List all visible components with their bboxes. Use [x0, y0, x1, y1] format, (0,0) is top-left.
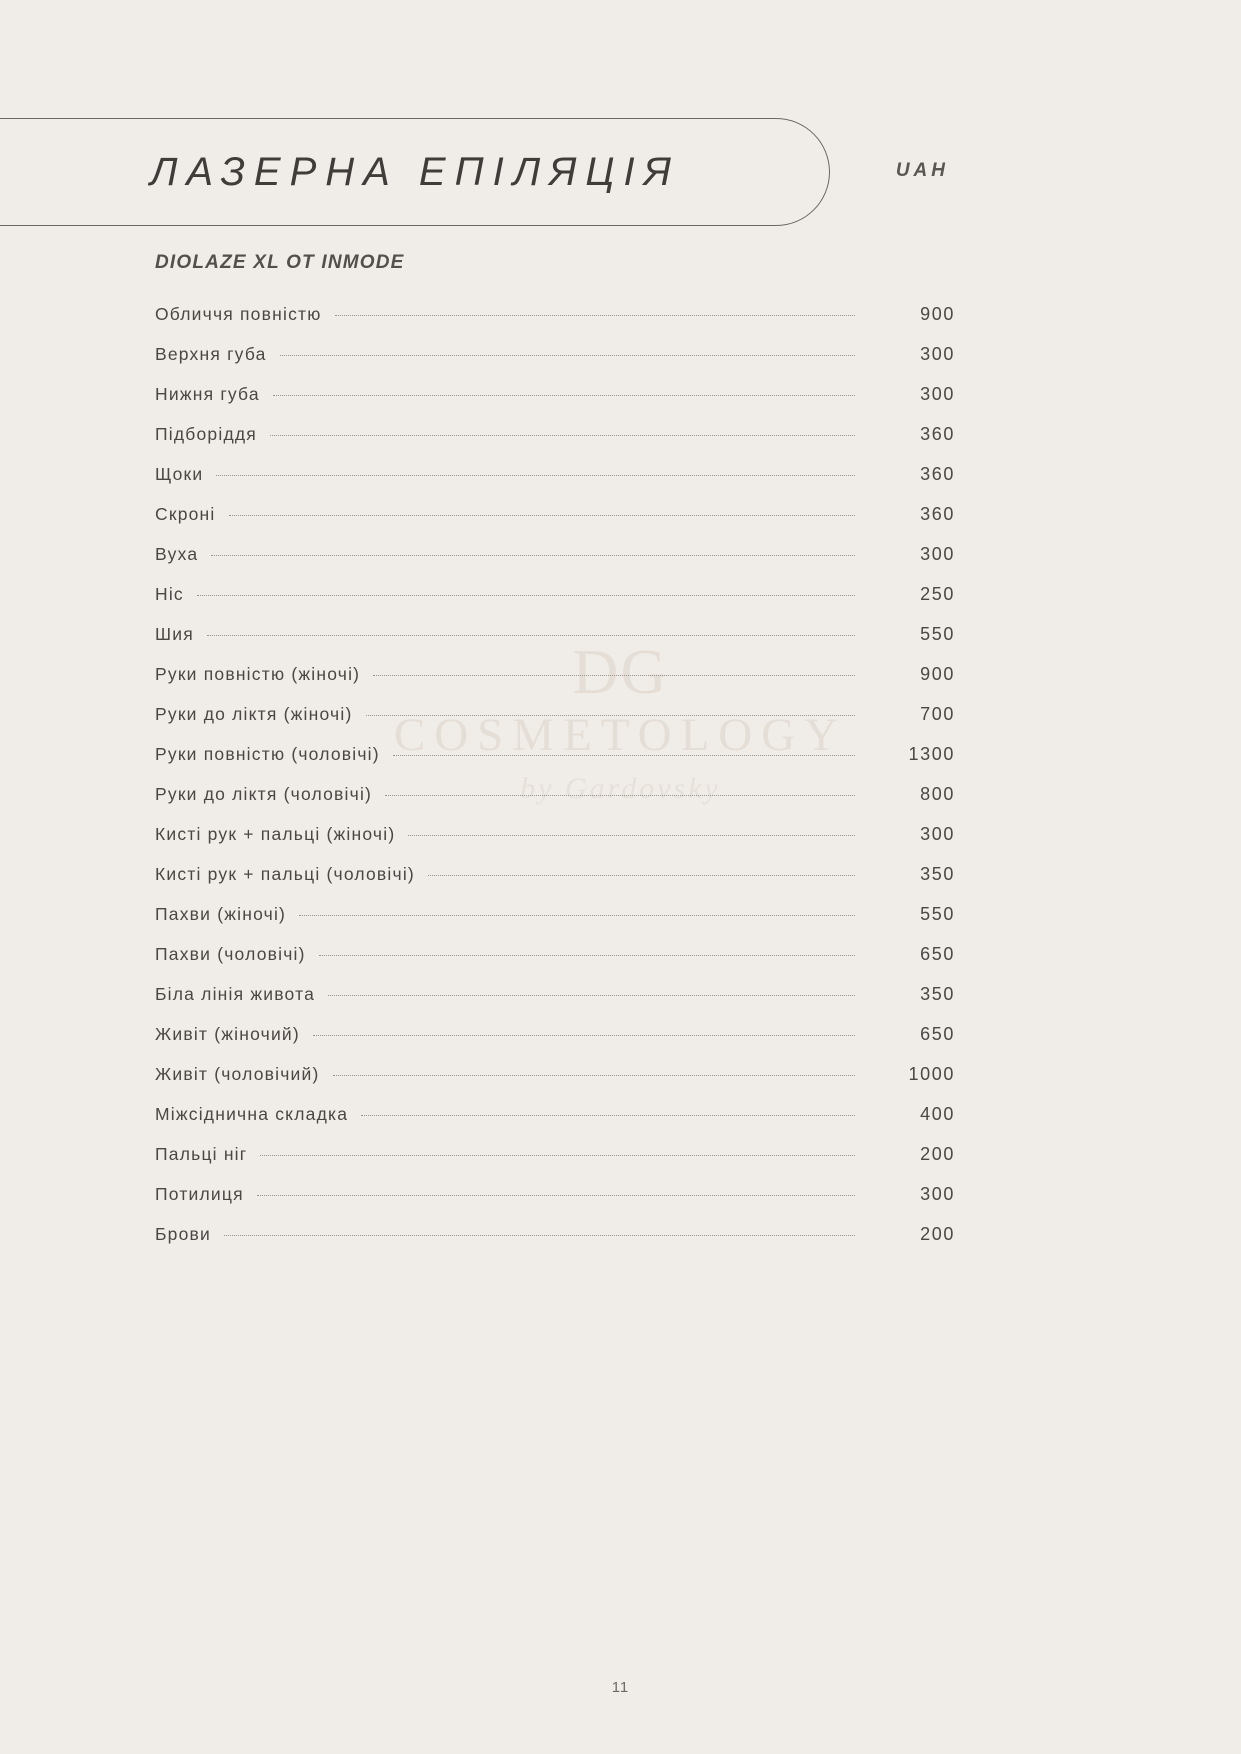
- price-row-name: Вуха: [155, 544, 199, 564]
- price-row-value: 360: [920, 464, 955, 484]
- watermark-word: COSMETOLOGY: [393, 709, 848, 761]
- price-row-name: Руки до лiктя (жіночі): [155, 704, 353, 724]
- page-number: 11: [611, 1679, 630, 1696]
- price-row-name: Обличчя повністю: [155, 304, 322, 324]
- price-row-name: Кисті рук + пальці (чоловічі): [155, 864, 415, 884]
- watermark-byline: by Gardovsky: [520, 772, 721, 805]
- dotted-leader: [385, 795, 855, 796]
- price-list: [155, 304, 955, 1264]
- price-row: [155, 1144, 955, 1184]
- price-row: [155, 624, 955, 664]
- price-row-value: 550: [920, 904, 955, 924]
- price-row-value: 350: [920, 984, 955, 1004]
- price-row-name: Кисті рук + пальці (жіночі): [155, 824, 396, 844]
- dotted-leader: [280, 355, 855, 356]
- price-row: [155, 304, 955, 344]
- price-row-name: Ніс: [155, 584, 184, 604]
- price-row: [155, 704, 955, 744]
- price-row-name: Щоки: [155, 464, 204, 484]
- price-row-name: Потилиця: [155, 1184, 244, 1204]
- dotted-leader: [373, 675, 855, 676]
- price-row-name: Шия: [155, 624, 194, 644]
- price-row-name: Живіт (жіночий): [155, 1024, 300, 1044]
- price-row-name: Міжсідничнa складка: [155, 1104, 349, 1124]
- price-row-value: 200: [920, 1144, 955, 1164]
- dotted-leader: [361, 1115, 855, 1116]
- dotted-leader: [229, 515, 855, 516]
- section-title: DIOLAZE XL OT INMODE: [155, 252, 405, 273]
- price-row-value: 300: [920, 344, 955, 364]
- price-row: [155, 864, 955, 904]
- price-row-value: 700: [920, 704, 955, 724]
- price-row: [155, 944, 955, 984]
- price-row-value: 900: [920, 304, 955, 324]
- dotted-leader: [319, 955, 855, 956]
- price-row: [155, 664, 955, 704]
- watermark-monogram: DG: [572, 636, 669, 707]
- price-row: [155, 784, 955, 824]
- dotted-leader: [393, 755, 855, 756]
- dotted-leader: [328, 995, 855, 996]
- price-row-name: Верхня губа: [155, 344, 267, 364]
- price-row-value: 300: [920, 824, 955, 844]
- price-row-name: Біла лінія живота: [155, 984, 316, 1004]
- price-row-name: Нижня губа: [155, 384, 260, 404]
- price-row-name: Брови: [155, 1224, 212, 1244]
- price-row: [155, 424, 955, 464]
- price-row-value: 1300: [908, 744, 955, 764]
- price-row-value: 400: [920, 1104, 955, 1124]
- price-row: [155, 1064, 955, 1104]
- price-row-name: Живіт (чоловічий): [155, 1064, 320, 1084]
- price-row-value: 250: [920, 584, 955, 604]
- price-row-value: 650: [920, 944, 955, 964]
- dotted-leader: [216, 475, 855, 476]
- price-row-name: Пахви (чоловічі): [155, 944, 306, 964]
- dotted-leader: [224, 1235, 855, 1236]
- page-title: ЛАЗЕРНА ЕПІЛЯЦІЯ: [150, 149, 680, 194]
- price-row-name: Підборіддя: [155, 424, 257, 444]
- price-row: [155, 1184, 955, 1224]
- price-row: [155, 824, 955, 864]
- price-row-name: Руки повністю (жіночі): [155, 664, 361, 684]
- dotted-leader: [408, 835, 855, 836]
- price-row-value: 300: [920, 1184, 955, 1204]
- price-row-value: 360: [920, 504, 955, 524]
- price-row-value: 1000: [908, 1064, 955, 1084]
- price-row-value: 550: [920, 624, 955, 644]
- price-row-value: 650: [920, 1024, 955, 1044]
- price-row-value: 300: [920, 544, 955, 564]
- dotted-leader: [207, 635, 855, 636]
- dotted-leader: [257, 1195, 855, 1196]
- price-row: [155, 464, 955, 504]
- price-row: [155, 744, 955, 784]
- dotted-leader: [366, 715, 856, 716]
- price-row-name: Пахви (жіночі): [155, 904, 287, 924]
- price-row-name: Руки повністю (чоловічі): [155, 744, 380, 764]
- dotted-leader: [273, 395, 855, 396]
- price-row: [155, 1024, 955, 1064]
- dotted-leader: [428, 875, 855, 876]
- price-row-value: 900: [920, 664, 955, 684]
- price-row: [155, 384, 955, 424]
- dotted-leader: [211, 555, 855, 556]
- dotted-leader: [333, 1075, 855, 1076]
- dotted-leader: [313, 1035, 855, 1036]
- price-row-value: 200: [920, 1224, 955, 1244]
- price-row: [155, 344, 955, 384]
- price-row-value: 350: [920, 864, 955, 884]
- price-row: [155, 504, 955, 544]
- dotted-leader: [270, 435, 855, 436]
- price-row-name: Скроні: [155, 504, 216, 524]
- price-row: [155, 984, 955, 1024]
- dotted-leader: [197, 595, 855, 596]
- price-row-value: 300: [920, 384, 955, 404]
- currency-label: UAH: [895, 160, 949, 181]
- price-row-value: 800: [920, 784, 955, 804]
- dotted-leader: [299, 915, 855, 916]
- price-row: [155, 1224, 955, 1264]
- price-row: [155, 904, 955, 944]
- price-row-name: Руки до лiктя (чоловічі): [155, 784, 373, 804]
- price-row: [155, 584, 955, 624]
- price-row: [155, 544, 955, 584]
- price-row: [155, 1104, 955, 1144]
- dotted-leader: [335, 315, 855, 316]
- price-row-name: Пальці ніг: [155, 1144, 248, 1164]
- dotted-leader: [260, 1155, 855, 1156]
- price-row-value: 360: [920, 424, 955, 444]
